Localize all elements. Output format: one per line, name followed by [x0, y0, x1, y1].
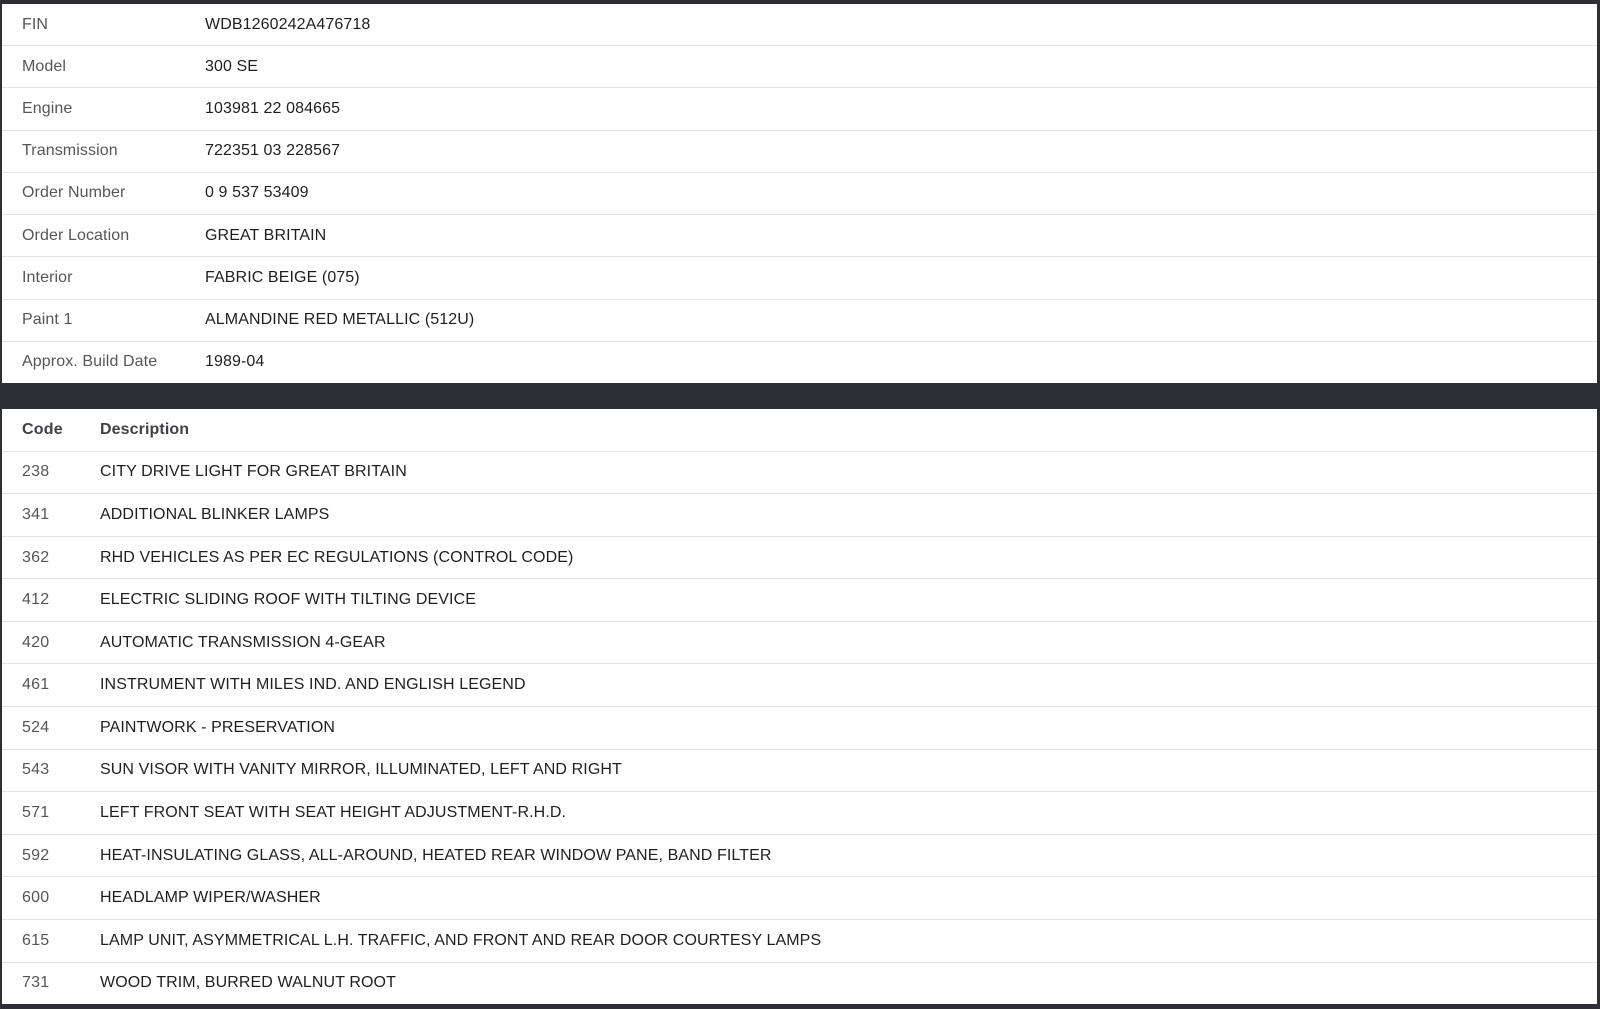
option-description: ADDITIONAL BLINKER LAMPS	[100, 505, 330, 523]
option-code: 341	[22, 505, 50, 523]
vehicle-info-row-engine	[2, 87, 1597, 129]
option-code-row	[2, 919, 1597, 962]
vehicle-info-table	[2, 4, 1597, 383]
field-value: 722351 03 228567	[205, 142, 341, 160]
field-label: Model	[22, 57, 67, 75]
option-description: RHD VEHICLES AS PER EC REGULATIONS (CONTROL CODE)	[100, 548, 574, 566]
vehicle-info-row-model	[2, 45, 1597, 87]
field-label: FIN	[22, 15, 49, 33]
option-code: 420	[22, 633, 50, 651]
option-description: LEFT FRONT SEAT WITH SEAT HEIGHT ADJUSTMENT-R.H.D.	[100, 803, 567, 821]
field-label: Interior	[22, 268, 73, 286]
vehicle-info-row-paint	[2, 299, 1597, 341]
option-code-row	[2, 749, 1597, 792]
field-value: 103981 22 084665	[205, 100, 341, 118]
option-code: 600	[22, 889, 50, 907]
option-code-row	[2, 962, 1597, 1005]
vehicle-info-row-order-location	[2, 214, 1597, 256]
option-description: HEADLAMP WIPER/WASHER	[100, 889, 321, 907]
option-code-row	[2, 536, 1597, 579]
field-label: Transmission	[22, 142, 118, 160]
option-code-row	[2, 493, 1597, 536]
vehicle-info-row-order-number	[2, 172, 1597, 214]
option-description: CITY DRIVE LIGHT FOR GREAT BRITAIN	[100, 463, 407, 481]
field-value: 0 9 537 53409	[205, 184, 309, 202]
option-code: 362	[22, 548, 50, 566]
field-label: Paint 1	[22, 311, 73, 329]
option-code-row	[2, 451, 1597, 494]
vehicle-info-row-fin	[2, 4, 1597, 45]
option-description: SUN VISOR WITH VANITY MIRROR, ILLUMINATED, LEFT AND RIGHT	[100, 761, 622, 779]
field-value: 1989-04	[205, 353, 265, 371]
field-value: ALMANDINE RED METALLIC (512U)	[205, 311, 475, 329]
option-codes-header-row	[2, 409, 1597, 451]
option-code-row	[2, 663, 1597, 706]
vehicle-info-row-transmission	[2, 130, 1597, 172]
option-code: 592	[22, 846, 50, 864]
option-code-row	[2, 876, 1597, 919]
option-code: 461	[22, 676, 50, 694]
option-code: 731	[22, 974, 50, 992]
field-value: 300 SE	[205, 57, 259, 75]
option-code: 571	[22, 803, 50, 821]
option-codes-table	[2, 409, 1597, 1004]
field-value: WDB1260242A476718	[205, 15, 371, 33]
column-header-description: Description	[100, 420, 190, 438]
column-header-code: Code	[22, 420, 63, 438]
field-label: Approx. Build Date	[22, 353, 158, 371]
option-code: 524	[22, 718, 50, 736]
option-code-row	[2, 834, 1597, 877]
vehicle-info-row-build-date	[2, 341, 1597, 383]
option-description: WOOD TRIM, BURRED WALNUT ROOT	[100, 974, 396, 992]
option-code-row	[2, 706, 1597, 749]
option-description: AUTOMATIC TRANSMISSION 4-GEAR	[100, 633, 386, 651]
option-code: 615	[22, 931, 50, 949]
vehicle-info-row-interior	[2, 256, 1597, 298]
option-description: INSTRUMENT WITH MILES IND. AND ENGLISH LEGEND	[100, 676, 526, 694]
field-label: Order Location	[22, 226, 130, 244]
option-description: LAMP UNIT, ASYMMETRICAL L.H. TRAFFIC, AND FRONT AND REAR DOOR COURTESY LAMPS	[100, 931, 822, 949]
option-code: 412	[22, 591, 50, 609]
option-code-row	[2, 791, 1597, 834]
option-description: ELECTRIC SLIDING ROOF WITH TILTING DEVICE	[100, 591, 476, 609]
option-code: 543	[22, 761, 50, 779]
option-code-row	[2, 621, 1597, 664]
field-value: GREAT BRITAIN	[205, 226, 327, 244]
option-description: HEAT-INSULATING GLASS, ALL-AROUND, HEATED REAR WINDOW PANE, BAND FILTER	[100, 846, 772, 864]
field-value: FABRIC BEIGE (075)	[205, 268, 360, 286]
option-description: PAINTWORK - PRESERVATION	[100, 718, 336, 736]
field-label: Order Number	[22, 184, 126, 202]
option-code: 238	[22, 463, 50, 481]
field-label: Engine	[22, 100, 73, 118]
option-code-row	[2, 578, 1597, 621]
